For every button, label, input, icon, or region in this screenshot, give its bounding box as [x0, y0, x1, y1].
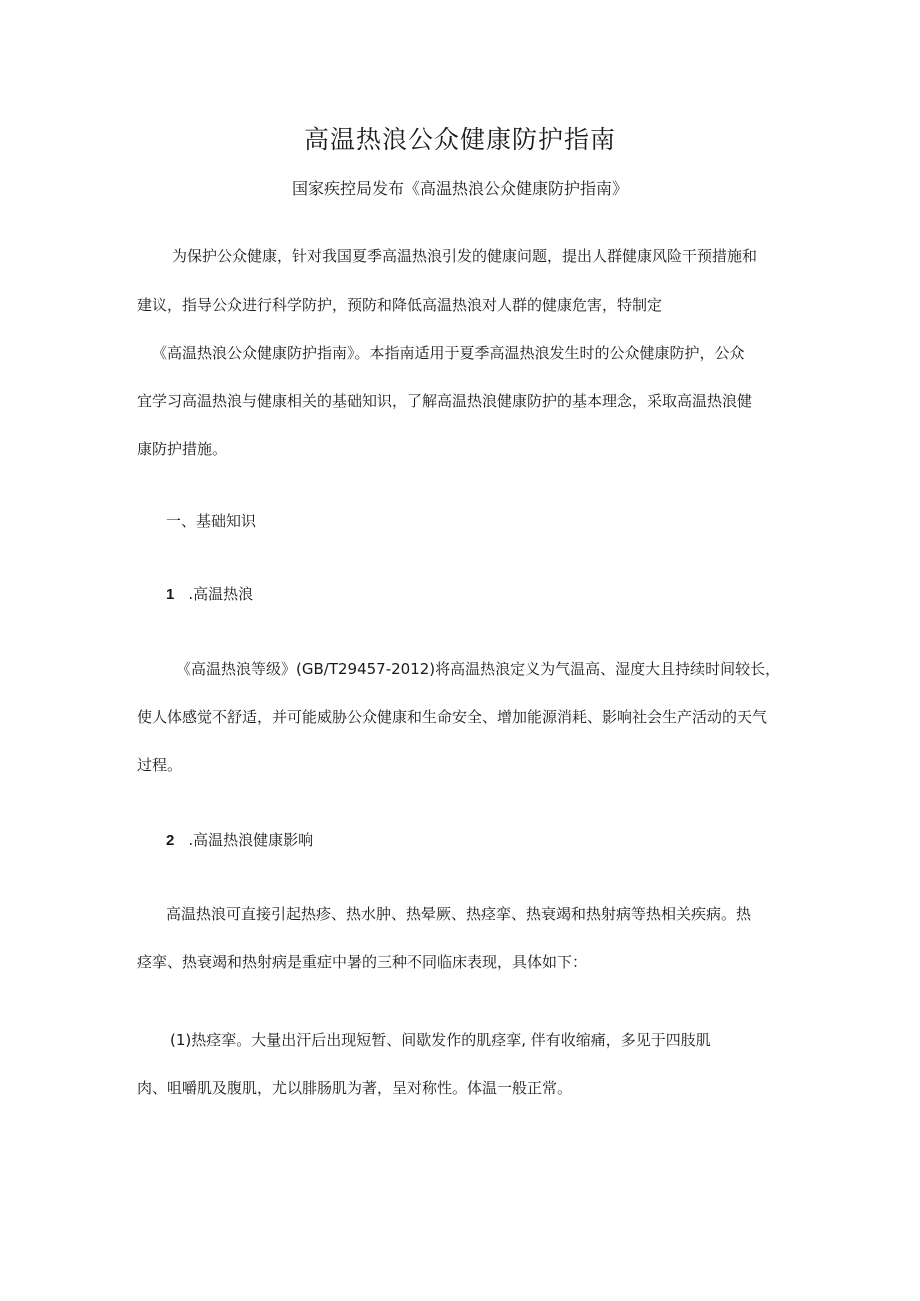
item-label: .高温热浪: [188, 585, 254, 603]
page-title: 高温热浪公众健康防护指南: [303, 125, 616, 154]
paragraph-line: 《高温热浪等级》(GB/T29457-2012)将高温热浪定义为气温高、湿度大且持续时间较长，: [176, 660, 781, 678]
intro-line: 宜学习高温热浪与健康相关的基础知识，了解高温热浪健康防护的基本理念，采取高温热浪健: [137, 392, 753, 410]
section-heading: 一、基础知识: [166, 512, 257, 530]
subitem-line: (1)热痉挛。大量出汗后出现短暂、间歇发作的肌痉挛, 伴有收缩痛，多见于四肢肌: [170, 1031, 711, 1049]
paragraph-line: 使人体感觉不舒适，并可能威胁公众健康和生命安全、增加能源消耗、影响社会生产活动的天气: [137, 708, 768, 726]
item-label: .高温热浪健康影响: [188, 831, 314, 849]
intro-line: 《高温热浪公众健康防护指南》。本指南适用于夏季高温热浪发生时的公众健康防护，公众: [152, 344, 745, 362]
paragraph-line: 痉挛、热衰竭和热射病是重症中暑的三种不同临床表现，具体如下：: [137, 953, 588, 971]
intro-line: 建议，指导公众进行科学防护，预防和降低高温热浪对人群的健康危害，特制定: [137, 296, 663, 314]
paragraph-line: 高温热浪可直接引起热疹、热水肿、热晕厥、热痉挛、热衰竭和热射病等热相关疾病。热: [166, 905, 752, 923]
paragraph-line: 过程。: [137, 756, 183, 774]
intro-line: 为保护公众健康，针对我国夏季高温热浪引发的健康问题，提出人群健康风险干预措施和: [172, 247, 758, 265]
item-heading: [166, 583, 253, 604]
item-number: 1: [166, 586, 175, 603]
intro-line: 康防护措施。: [137, 440, 228, 458]
item-heading: [166, 829, 313, 850]
subitem-line: 肉、咀嚼肌及腹肌，尤以腓肠肌为著，呈对称性。体温一般正常。: [137, 1079, 573, 1097]
item-number: 2: [166, 832, 175, 849]
page-subtitle: 国家疾控局发布《高温热浪公众健康防护指南》: [291, 179, 628, 198]
